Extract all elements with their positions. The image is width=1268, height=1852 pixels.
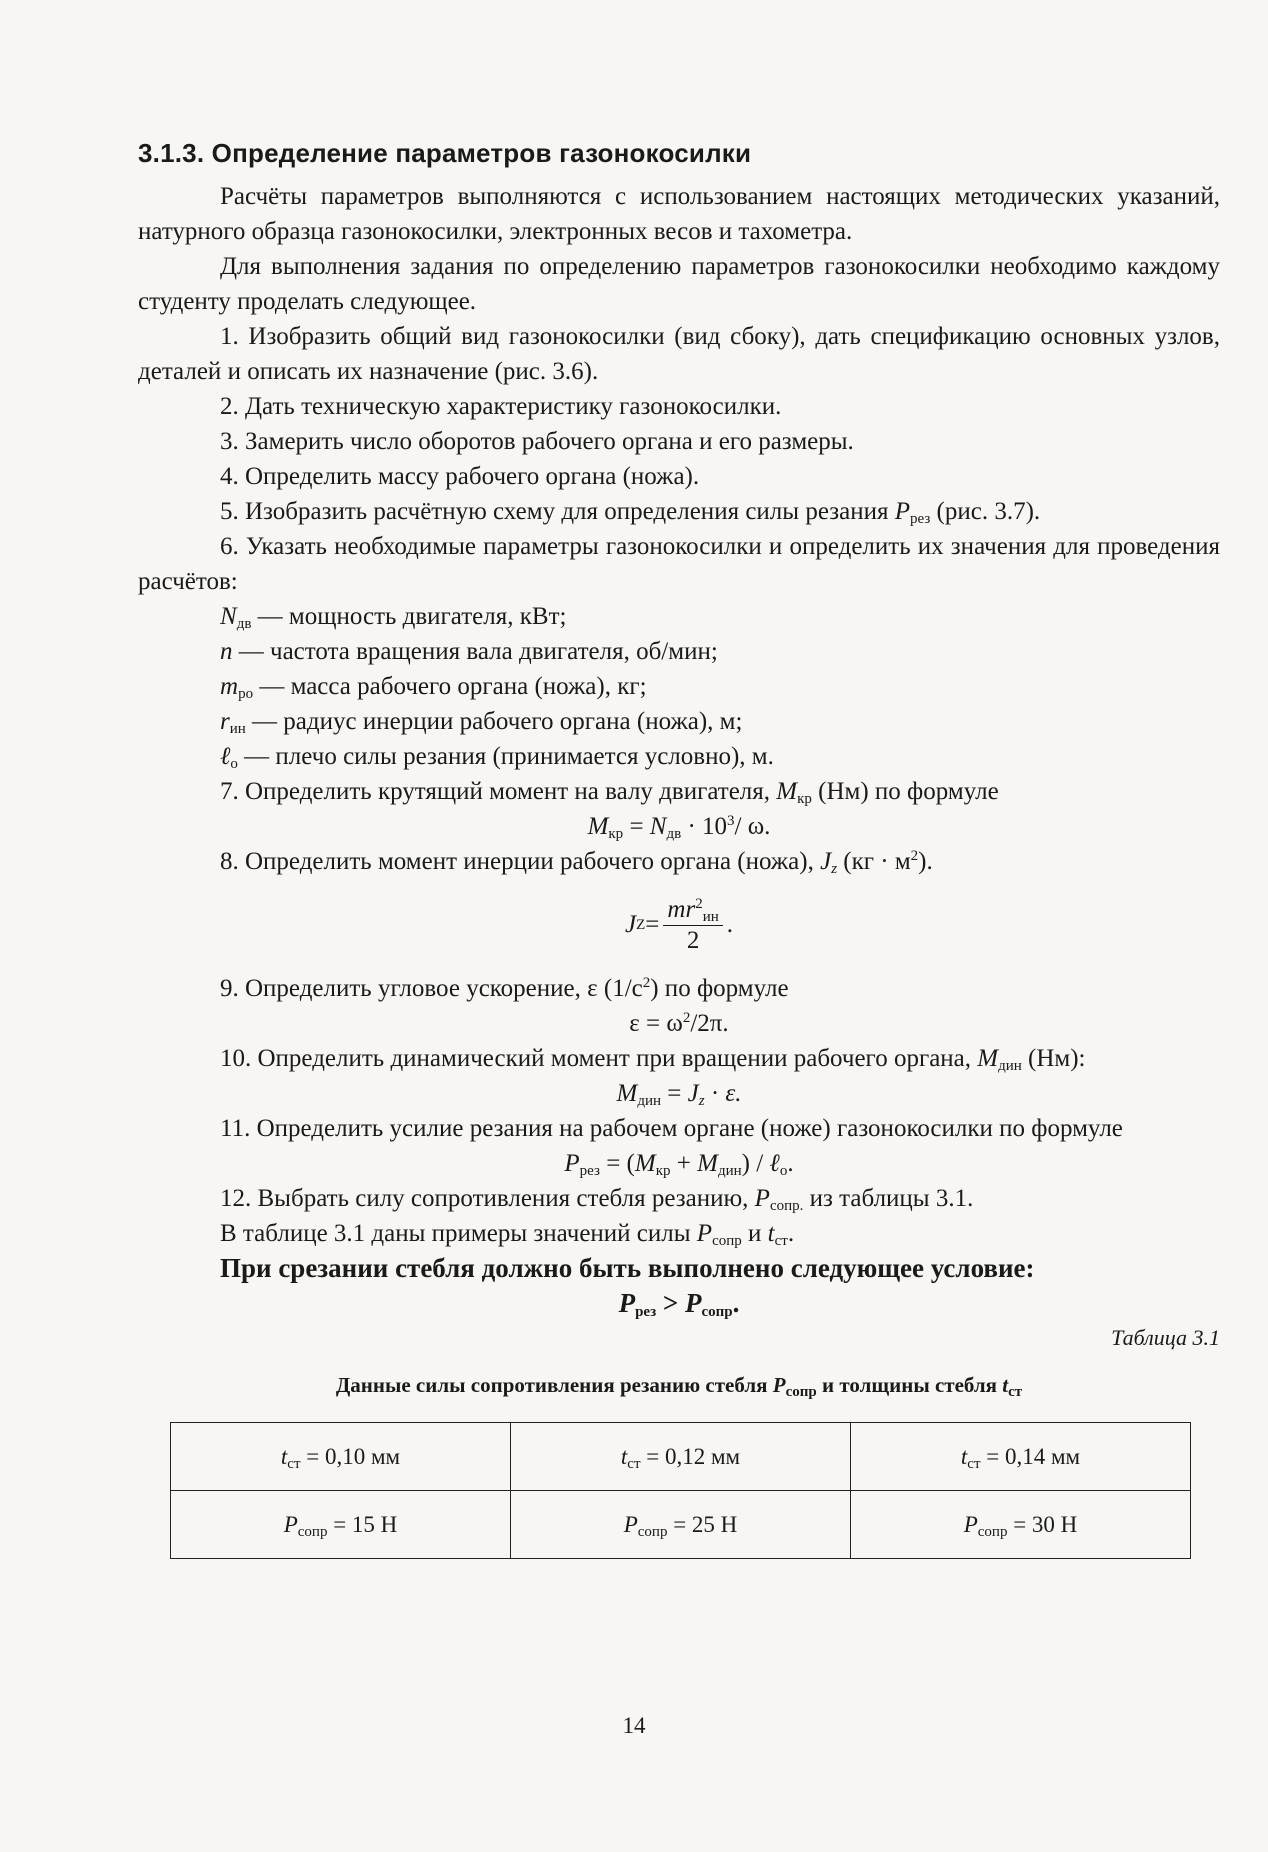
- step-12-note: В таблице 3.1 даны примеры значений силы $P_{сопр}$ и $t_{ст}$.: [220, 1220, 795, 1249]
- step-3: 3. Замерить число оборотов рабочего органа и его размеры.: [220, 428, 854, 455]
- intro-paragraph-1: Расчёты параметров выполняются с использованием настоящих методических указаний, натурного образца газонокосилки, электронных весов и тахометра.: [138, 183, 1220, 245]
- page-number: 14: [622, 1713, 646, 1738]
- step-6: 6. Указать необходимые параметры газонокосилки и определить их значения для проведения расчётов:: [138, 533, 1220, 595]
- formula-mkr: $M_{кр} = N_{дв} \cdot 10^3/$ ω.: [587, 813, 771, 842]
- step-12: 12. Выбрать силу сопротивления стебля резанию, $P_{сопр.}$ из таблицы 3.1.: [220, 1185, 974, 1214]
- param-n-dv: $N_{дв}$ — мощность двигателя, кВт;: [220, 603, 567, 632]
- table-label: Таблица 3.1: [1111, 1325, 1220, 1350]
- param-l-o: ℓ$_о$ — плечо силы резания (принимается условно), м.: [220, 743, 774, 772]
- step-4: 4. Определить массу рабочего органа (ножа).: [220, 463, 700, 490]
- table-cell: $P_{сопр} = 30$ Н: [851, 1491, 1191, 1559]
- param-n: n — частота вращения вала двигателя, об/мин;: [220, 638, 718, 665]
- formula-mdin: $M_{дин} = J_z \cdot \varepsilon$.: [616, 1080, 742, 1109]
- step-9: 9. Определить угловое ускорение, ε $(1/с^2)$ по формуле: [220, 975, 789, 1002]
- step-10: 10. Определить динамический момент при вращении рабочего органа, $M_{дин}$ (Нм):: [220, 1045, 1086, 1074]
- formula-eps: $\varepsilon = \omega^2/2\pi$.: [629, 1010, 729, 1037]
- step-8: 8. Определить момент инерции рабочего органа (ножа), $J_z$ $(кг \cdot м^2)$.: [220, 848, 933, 877]
- step-1: 1. Изобразить общий вид газонокосилки (вид сбоку), дать спецификацию основных узлов, деталей и описать их назначение (рис. 3.6).: [138, 323, 1220, 385]
- table-cell: $t_{ст} = 0,10$ мм: [171, 1423, 511, 1491]
- table-caption: Данные силы сопротивления резанию стебля $P_{сопр}$ и толщины стебля $t_{ст}$: [335, 1373, 1023, 1400]
- table-cell: $t_{ст} = 0,14$ мм: [851, 1423, 1191, 1491]
- table-cell: $t_{ст} = 0,12$ мм: [511, 1423, 851, 1491]
- table-row: [171, 1423, 1191, 1491]
- param-r-in: $r_{ин}$ — радиус инерции рабочего органа (ножа), м;: [220, 708, 743, 737]
- step-11: 11. Определить усилие резания на рабочем органе (ноже) газонокосилки по формуле: [220, 1115, 1123, 1142]
- page-content: [138, 138, 1220, 1559]
- step-2: 2. Дать техническую характеристику газонокосилки.: [220, 393, 782, 420]
- formula-jz: J Z = $\frac{mr^2_{ин}}{2}$ .: [625, 895, 733, 954]
- step-7: 7. Определить крутящий момент на валу двигателя, $M_{кр}$ (Нм) по формуле: [220, 778, 999, 807]
- table-cell: $P_{сопр} = 15$ Н: [171, 1491, 511, 1559]
- table-row: [171, 1491, 1191, 1559]
- condition-formula: $P_{рез} > P_{сопр}$.: [618, 1288, 740, 1320]
- param-m-ro: $m_{ро}$ — масса рабочего органа (ножа), кг;: [220, 673, 647, 702]
- intro-paragraph-2: Для выполнения задания по определению параметров газонокосилки необходимо каждому студенту проделать следующее.: [138, 253, 1220, 315]
- data-table: [170, 1422, 1191, 1559]
- section-heading: 3.1.3. Определение параметров газонокосилки: [138, 138, 752, 168]
- formula-prez: $P_{рез} = (M_{кр} + M_{дин})$ / ℓ$_о$.: [564, 1150, 794, 1179]
- step-5: 5. Изобразить расчётную схему для определения силы резания $P_{рез}$ (рис. 3.7).: [220, 498, 1041, 527]
- jz-fraction: $\frac{mr^2_{ин}}{2}$: [663, 895, 722, 956]
- table-cell: $P_{сопр} = 25$ Н: [511, 1491, 851, 1559]
- condition-text: При срезании стебля должно быть выполнено следующее условие:: [220, 1253, 1035, 1283]
